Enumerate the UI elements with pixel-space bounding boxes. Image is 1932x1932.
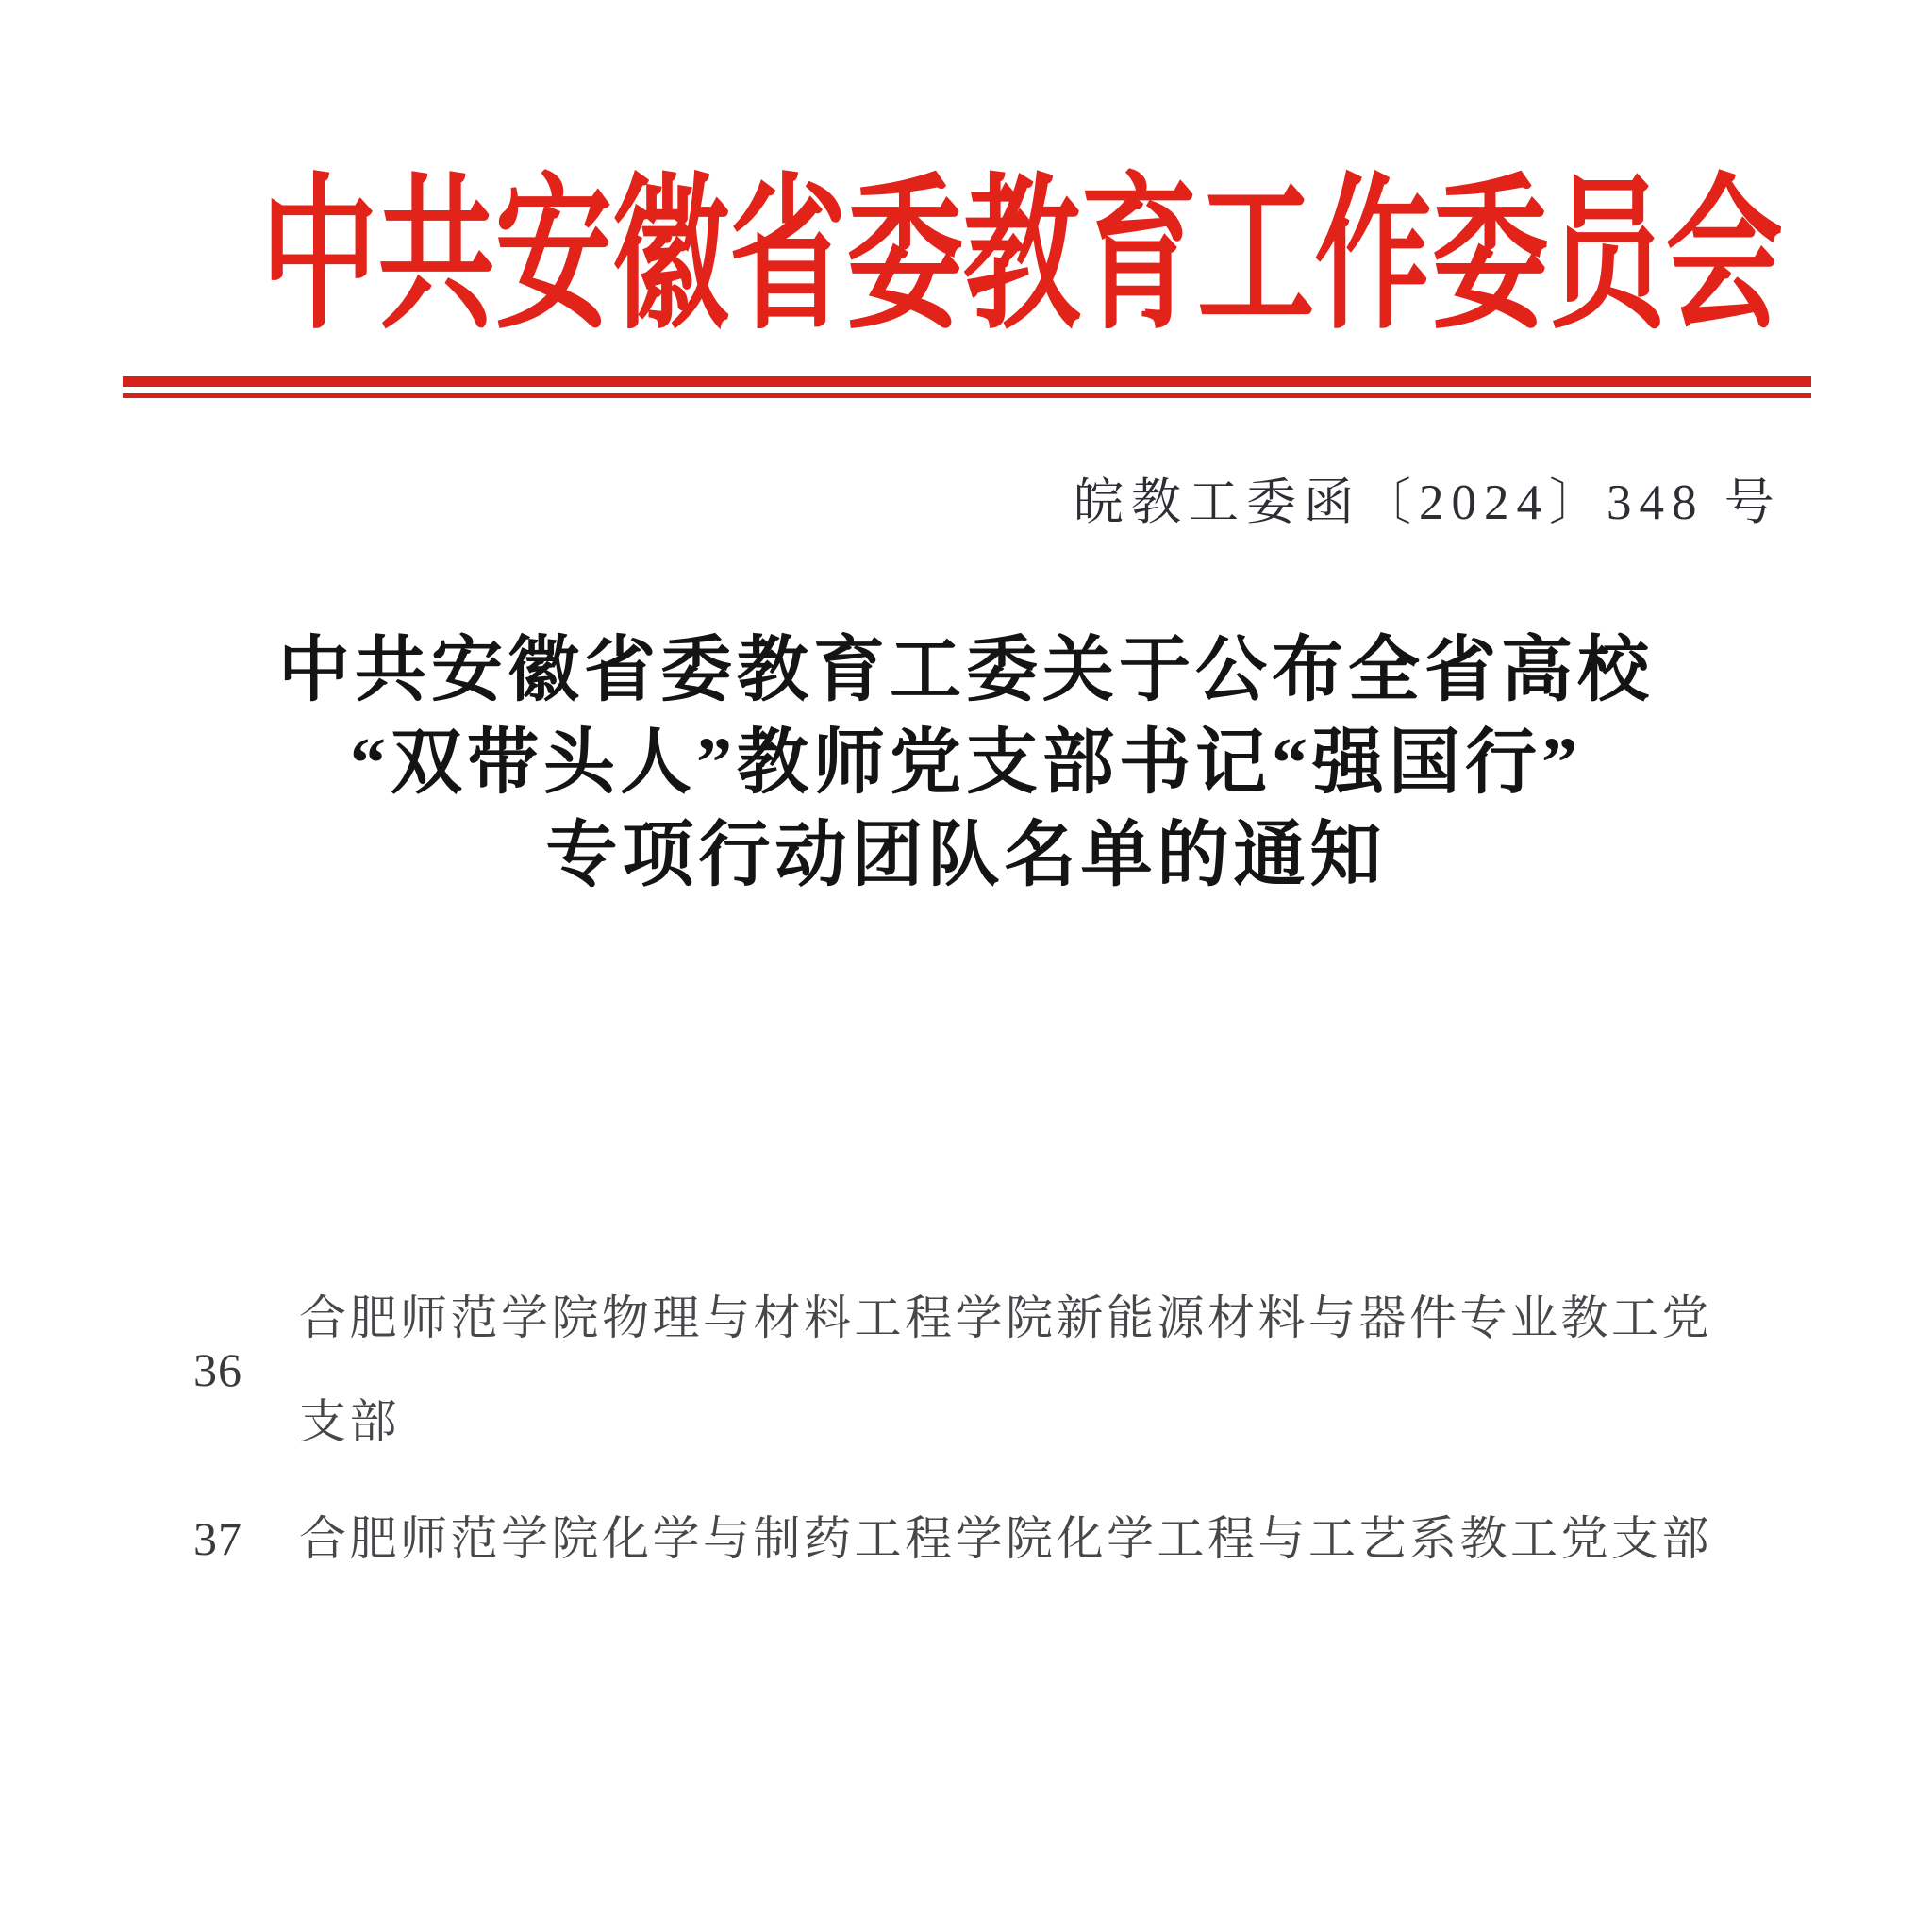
masthead-divider-rule [123,376,1811,398]
list-item-37 [193,1487,1740,1591]
list-item-number: 37 [193,1512,242,1565]
masthead-title: 中共安徽省委教育工作委员会 [260,164,1783,349]
list-item-text-line: 合肥师范学院物理与材料工程学院新能源材料与器件专业教工党 [299,1291,1712,1344]
list-item-36 [193,1266,1740,1474]
notice-title-line-3: 专项行动团队名单的通知 [545,816,1387,895]
list-item-text-line: 合肥师范学院化学与制药工程学院化学工程与工艺系教工党支部 [299,1512,1712,1565]
list-item-text-line: 支部 [299,1395,400,1448]
notice-title [0,625,1932,902]
list-item-text [299,1487,1740,1591]
document-reference-number: 皖教工委函〔2024〕348 号 [1074,475,1782,530]
notice-title-line-2: “双带头人”教师党支部书记“强国行” [350,724,1582,803]
branch-list [193,1266,1740,1604]
notice-title-line-1: 中共安徽省委教育工委关于公布全省高校 [278,631,1654,710]
list-item-number: 36 [193,1343,242,1396]
list-item-text [299,1266,1740,1474]
